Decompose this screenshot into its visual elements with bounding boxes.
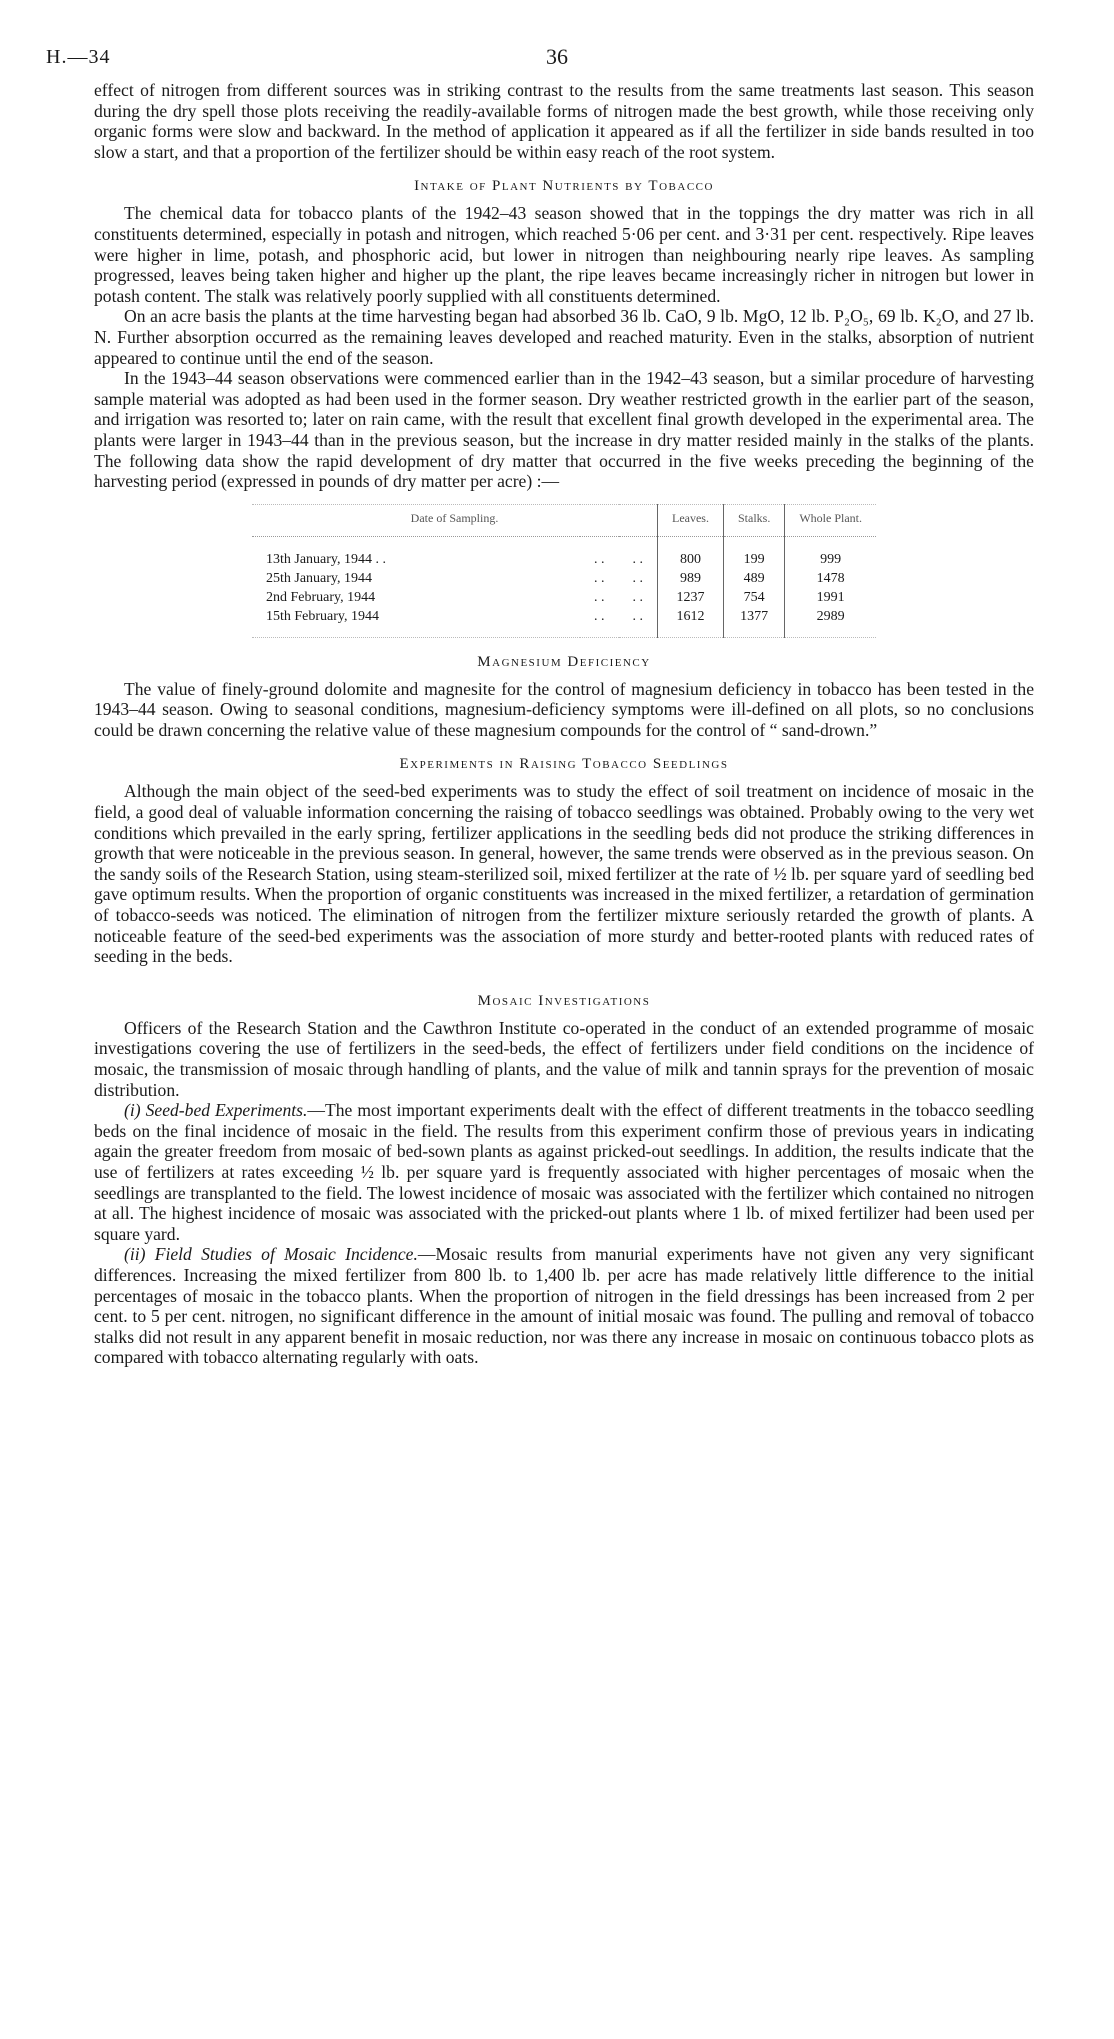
document-page [46,40,1035,1368]
table-cell-leader: . . [580,607,619,638]
table-row [252,588,876,607]
table-cell-leader: . . [619,607,658,638]
report-reference: H.—34 [46,46,111,68]
table-cell-leader: . . [632,589,643,605]
table-cell-date: 15th February, 1944 [252,607,580,638]
table-cell-leader: . . [594,551,605,567]
table-header-whole-plant: Whole Plant. [785,504,876,536]
intake-paragraph-2: On an acre basis the plants at the time harvesting began had absorbed 36 lb. CaO, 9 lb. MgO, 12 lb. P₂O₅, 69 lb. K₂O, and 27 lb. N. Further absorption occurred as the remaining leaves developed and reached maturity. Even in the stalks, absorption of nutrient appeared to continue until the end of the season. [94,306,1034,368]
page-header [46,40,1034,80]
table-cell-leaves: 800 [658,536,724,569]
mosaic-paragraph-2 [94,1100,1034,1244]
intake-paragraph-1: The chemical data for tobacco plants of the 1942–43 season showed that in the toppings the dry matter was rich in all constituents determined, especially in potash and nitrogen, which reached 5·06 per cent. and 3·31 per cent. respectively. Ripe leaves were higher in lime, potash, and phosphoric acid, but lower in nitrogen than neighbouring nearly ripe leaves. As sampling progressed, leaves being taken higher and higher up the plant, the ripe leaves became increasingly richer in nitrogen but lower in potash content. The stalk was relatively poorly supplied with all constituents determined. [94,203,1034,306]
table-header-stalks: Stalks. [723,504,784,536]
section-heading-intake: Intake of Plant Nutrients by Tobacco [414,178,714,195]
mosaic-paragraph-1: Officers of the Research Station and the Cawthron Institute co-operated in the conduct of an extended programme of mosaic investigations covering the use of fertilizers in the seed-beds, the effect of fertilizers under field conditions on the incidence of mosaic, the transmission of mosaic through handling of plants, and the value of milk and tannin sprays for the prevention of mosaic distribution. [94,1017,1034,1100]
intro-paragraph: effect of nitrogen from different sources was in striking contrast to the results from the same treatments last season. This season during the dry spell those plots receiving the readily-available forms of nitrogen made the best growth, while those receiving only organic forms were slow and backward. In the method of application it appeared as if all the fertilizer in side bands resulted in too slow a start, and that a proportion of the fertilizer should be within easy reach of the root system. [94,80,1034,162]
table-cell-stalks: 489 [723,569,784,588]
table-cell-whole-plant: 1478 [785,569,876,588]
table-cell-stalks: 754 [723,588,784,607]
magnesium-paragraph: The value of finely-ground dolomite and magnesite for the control of magnesium deficiency in tobacco has been tested in the 1943–44 season. Owing to seasonal conditions, magnesium-deficiency symptoms were ill-defined on all plots, so no conclusions could be drawn concerning the relative value of these magnesium compounds for the control of “ sand-drown.” [94,678,1034,740]
table-cell-whole-plant: 2989 [785,607,876,638]
table-header-date: Date of Sampling. [252,504,658,536]
table-cell-leaves: 1237 [658,588,724,607]
mosaic-paragraph-3-text: —Mosaic results from manurial experiments have not given any very significant differences. Increasing the mixed fertilizer from 800 lb. to 1,400 lb. per acre has made relatively little difference to the initial percentages of mosaic in the tobacco plants. When the proportion of nitrogen in the field dressings has been increased from 2 per cent. to 5 per cent. nitrogen, no significant difference in the amount of initial mosaic was found. The pulling and removal of tobacco stalks did not result in any apparent benefit in mosaic reduction, nor was there any increase in mosaic on continuous tobacco plots as compared with tobacco alternating regularly with oats. [94,1244,1034,1368]
mosaic-subhead-seedbed: (i) Seed-bed Experiments. [124,1100,308,1121]
mosaic-paragraph-3 [94,1244,1034,1368]
table-header-leaves: Leaves. [658,504,724,536]
mosaic-subhead-field: (ii) Field Studies of Mosaic Incidence. [124,1244,418,1265]
section-heading-mosaic: Mosaic Investigations [477,992,651,1009]
table-cell-leader: . . [594,570,605,586]
table-cell-stalks: 1377 [723,607,784,638]
table-cell-date: 25th January, 1944 [266,570,373,586]
seedlings-paragraph: Although the main object of the seed-bed experiments was to study the effect of soil treatment on incidence of mosaic in the field, a good deal of valuable information concerning the raising of tobacco seedlings was obtained. Probably owing to the very wet conditions which prevailed in the early spring, fertilizer applications in the seedling beds did not produce the striking differences in growth that were noticeable in the previous season. In general, however, the same trends were observed as in the previous season. On the sandy soils of the Research Station, using steam-sterilized soil, mixed fertilizer at the rate of ½ lb. per square yard of seedling bed gave optimum results. When the proportion of organic constituents was increased in the mixed fertilizer, a retardation of germination of tobacco-seeds was noticed. The elimination of nitrogen from the fertilizer mixture seriously retarded the growth of plants. A noticeable feature of the seed-bed experiments was the association of more sturdy and better-rooted plants with reduced rates of seeding in the beds. [94,781,1034,967]
mosaic-paragraph-2-text: —The most important experiments dealt with the effect of different treatments in the tobacco seedling beds on the final incidence of mosaic in the field. The results from this experiment confirm those of previous years in indicating again the greater freedom from mosaic of bed-sown plants as against pricked-out seedlings. In addition, the results indicate that the use of fertilizers at rates exceeding ½ lb. per square yard is frequently associated with higher percentages of mosaic when the seedlings are transplanted to the field. The lowest incidence of mosaic was associated with the fertilizer which contained no nitrogen at all. The highest incidence of mosaic was associated with the pricked-out plants where 1 lb. of mixed fertilizer had been used per square yard. [94,1100,1035,1244]
table-cell-date: 13th January, 1944 . . [266,551,387,567]
table-cell-date: 2nd February, 1944 [266,589,376,605]
table-cell-leader: . . [632,570,643,586]
table-row [252,536,876,569]
section-heading-seedlings: Experiments in Raising Tobacco Seedlings [399,756,729,773]
table-cell-whole-plant: 999 [785,536,876,569]
table-cell-leaves: 989 [658,569,724,588]
table-cell-leaves: 1612 [658,607,724,638]
table-row [252,569,876,588]
intake-paragraph-3: In the 1943–44 season observations were commenced earlier than in the 1942–43 season, but a similar procedure of harvesting sample material was adopted as had been used in the former season. Dry weather restricted growth in the earlier part of the season, and irrigation was resorted to; later on rain came, with the result that excellent final growth developed in the experimental area. The plants were larger in 1943–44 than in the previous season, but the increase in dry matter resided mainly in the stalks of the plants. The following data show the rapid development of dry matter that occurred in the five weeks preceding the beginning of the harvesting period (expressed in pounds of dry matter per acre) :— [94,368,1034,492]
page-number: 36 [546,44,568,69]
table-cell-whole-plant: 1991 [785,588,876,607]
table-cell-stalks: 199 [723,536,784,569]
dry-matter-table [252,504,876,638]
table-cell-leader: . . [632,551,643,567]
table-row [252,607,876,638]
section-heading-magnesium: Magnesium Deficiency [477,653,651,670]
table-cell-leader: . . [594,589,605,605]
